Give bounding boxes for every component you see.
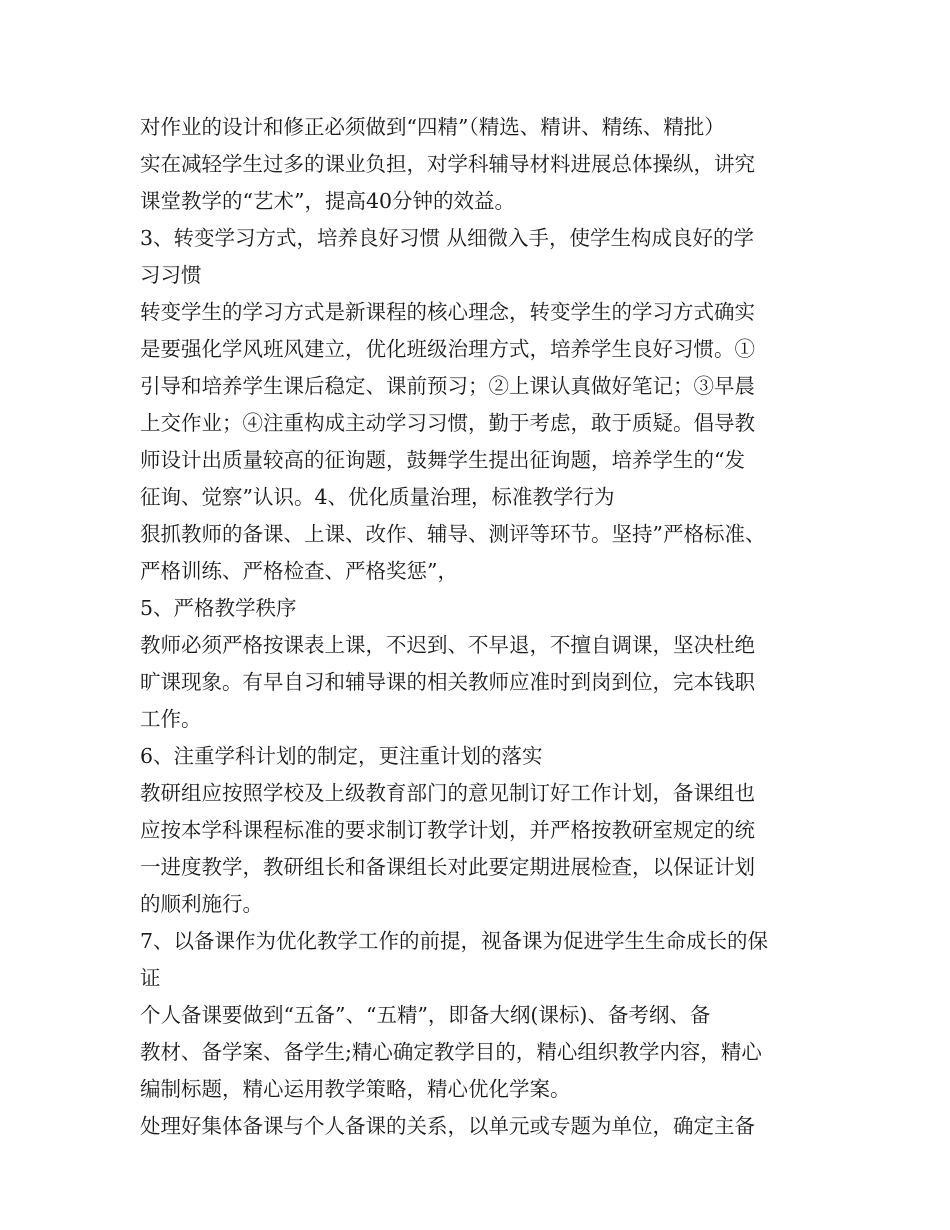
text-line: 上交作业；④注重构成主动学习习惯，勤于考虑，敢于质疑。倡导教 (140, 411, 755, 435)
text-line: 师设计出质量较高的征询题，鼓舞学生提出征询题，培养学生的“发 (140, 448, 745, 472)
text-line: 习习惯 (140, 263, 202, 287)
text-line: 引导和培养学生课后稳定、课前预习；②上课认真做好笔记；③早晨 (140, 374, 755, 398)
text-line: 编制标题，精心运用教学策略，精心优化学案。 (140, 1077, 571, 1101)
text-line: 一进度教学，教研组长和备课组长对此要定期进展检查，以保证计划 (140, 855, 755, 879)
text-line: 征询、觉察”认识。4、优化质量治理，标准教学行为 (140, 485, 615, 509)
text-line: 教师必须严格按课表上课，不迟到、不早退，不擅自调课，坚决杜绝 (140, 633, 755, 657)
text-line: 对作业的设计和修正必须做到“四精”（精选、精讲、精练、精批） (140, 115, 725, 139)
text-line: 狠抓教师的备课、上课、改作、辅导、测评等环节。坚持”严格标准、 (140, 522, 766, 546)
text-line: 是要强化学风班风建立，优化班级治理方式，培养学生良好习惯。① (140, 337, 755, 361)
text-line: 课堂教学的“艺术”，提高40分钟的效益。 (140, 189, 516, 213)
text-line: 严格训练、严格检查、严格奖惩”， (140, 559, 458, 583)
text-line: 证 (140, 966, 161, 990)
section-heading-6: 6、注重学科计划的制定，更注重计划的落实 (140, 744, 543, 768)
text-line: 个人备课要做到“五备”、“五精”，即备大纲(课标)、备考纲、备 (140, 1003, 711, 1027)
text-line: 处理好集体备课与个人备课的关系，以单元或专题为单位，确定主备 (140, 1114, 755, 1138)
section-heading-3: 3、转变学习方式，培养良好习惯 从细微入手，使学生构成良好的学 (140, 226, 755, 250)
text-line: 教研组应按照学校及上级教育部门的意见制订好工作计划，备课组也 (140, 781, 755, 805)
section-heading-5: 5、严格教学秩序 (140, 596, 297, 620)
text-line: 的顺利施行。 (140, 892, 263, 916)
text-line: 旷课现象。有早自习和辅导课的相关教师应准时到岗到位，完本钱职 (140, 670, 755, 694)
text-line: 工作。 (140, 707, 202, 731)
text-line: 转变学生的学习方式是新课程的核心理念，转变学生的学习方式确实 (140, 300, 755, 324)
text-line: 教材、备学案、备学生;精心确定教学目的，精心组织教学内容，精心 (140, 1040, 762, 1064)
text-line: 实在减轻学生过多的课业负担，对学科辅导材料进展总体操纵，讲究 (140, 152, 755, 176)
text-line: 应按本学科课程标准的要求制订教学计划，并严格按教研室规定的统 (140, 818, 755, 842)
document-body (140, 109, 830, 1145)
section-heading-7: 7、以备课作为优化教学工作的前提，视备课为促进学生生命成长的保 (140, 929, 769, 953)
